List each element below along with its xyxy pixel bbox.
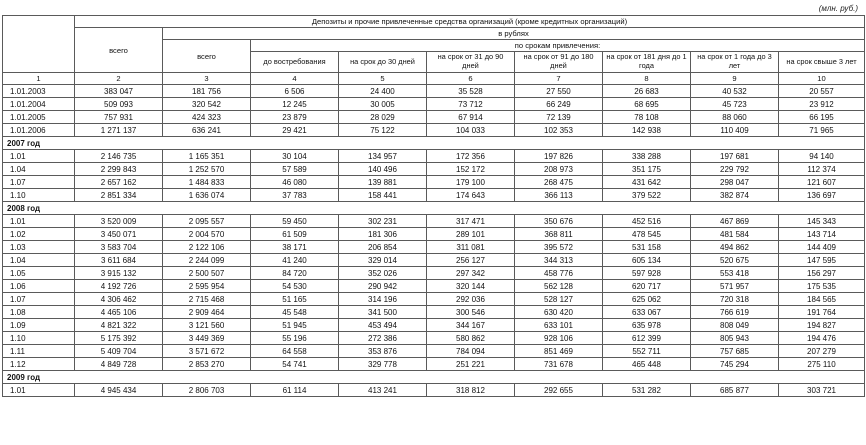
value-cell: 289 101: [427, 228, 515, 241]
column-number-8: 8: [603, 73, 691, 85]
value-cell: 314 196: [339, 293, 427, 306]
row-date: 1.05: [3, 267, 75, 280]
value-cell: 383 047: [75, 85, 163, 98]
value-cell: 206 854: [339, 241, 427, 254]
value-cell: 3 571 672: [163, 345, 251, 358]
value-cell: 395 572: [515, 241, 603, 254]
value-cell: 175 535: [779, 280, 865, 293]
value-cell: 350 676: [515, 215, 603, 228]
value-cell: 197 826: [515, 150, 603, 163]
value-cell: 144 409: [779, 241, 865, 254]
value-cell: 352 026: [339, 267, 427, 280]
value-cell: 452 516: [603, 215, 691, 228]
row-date: 1.12: [3, 358, 75, 371]
value-cell: 2 909 464: [163, 306, 251, 319]
value-cell: 156 297: [779, 267, 865, 280]
section-title: 2007 год: [3, 137, 865, 150]
row-date: 1.01.2005: [3, 111, 75, 124]
value-cell: 142 938: [603, 124, 691, 137]
value-cell: 110 409: [691, 124, 779, 137]
row-date: 1.01.2006: [3, 124, 75, 137]
value-cell: 54 530: [251, 280, 339, 293]
row-date: 1.04: [3, 254, 75, 267]
table-row: [3, 85, 865, 98]
section-row: [3, 202, 865, 215]
table-row: [3, 163, 865, 176]
table-header: [3, 16, 865, 85]
value-cell: 4 849 728: [75, 358, 163, 371]
value-cell: 580 862: [427, 332, 515, 345]
column-number-3: 3: [163, 73, 251, 85]
value-cell: 620 717: [603, 280, 691, 293]
row-date: 1.06: [3, 280, 75, 293]
header-row-currency: [3, 28, 865, 40]
value-cell: 152 172: [427, 163, 515, 176]
value-cell: 2 004 570: [163, 228, 251, 241]
column-number-9: 9: [691, 73, 779, 85]
value-cell: 633 067: [603, 306, 691, 319]
value-cell: 630 420: [515, 306, 603, 319]
row-date: 1.03: [3, 241, 75, 254]
table-row: [3, 267, 865, 280]
header-date-column: [3, 16, 75, 73]
value-cell: 303 721: [779, 384, 865, 397]
header-term-6: на срок от 1 года до 3 лет: [691, 52, 779, 73]
value-cell: 181 306: [339, 228, 427, 241]
value-cell: 59 450: [251, 215, 339, 228]
table-row: [3, 98, 865, 111]
value-cell: 55 196: [251, 332, 339, 345]
value-cell: 757 685: [691, 345, 779, 358]
value-cell: 318 812: [427, 384, 515, 397]
value-cell: 5 175 392: [75, 332, 163, 345]
value-cell: 2 122 106: [163, 241, 251, 254]
header-rubles-group: в рублях: [163, 28, 865, 40]
value-cell: 805 943: [691, 332, 779, 345]
value-cell: 145 343: [779, 215, 865, 228]
value-cell: 23 912: [779, 98, 865, 111]
value-cell: 766 619: [691, 306, 779, 319]
value-cell: 366 113: [515, 189, 603, 202]
value-cell: 197 681: [691, 150, 779, 163]
value-cell: 184 565: [779, 293, 865, 306]
value-cell: 531 158: [603, 241, 691, 254]
table-row: [3, 293, 865, 306]
table-row: [3, 319, 865, 332]
value-cell: 40 532: [691, 85, 779, 98]
value-cell: 256 127: [427, 254, 515, 267]
header-term-4: на срок от 91 до 180 дней: [515, 52, 603, 73]
value-cell: 268 475: [515, 176, 603, 189]
value-cell: 605 134: [603, 254, 691, 267]
value-cell: 57 589: [251, 163, 339, 176]
value-cell: 424 323: [163, 111, 251, 124]
column-number-5: 5: [339, 73, 427, 85]
header-rub-total: всего: [163, 40, 251, 73]
value-cell: 520 675: [691, 254, 779, 267]
row-date: 1.01: [3, 215, 75, 228]
table-row: [3, 280, 865, 293]
value-cell: 3 520 009: [75, 215, 163, 228]
value-cell: 30 005: [339, 98, 427, 111]
value-cell: 2 595 954: [163, 280, 251, 293]
value-cell: 745 294: [691, 358, 779, 371]
value-cell: 2 500 507: [163, 267, 251, 280]
value-cell: 3 611 684: [75, 254, 163, 267]
value-cell: 635 978: [603, 319, 691, 332]
value-cell: 341 500: [339, 306, 427, 319]
header-term-7: на срок свыше 3 лет: [779, 52, 865, 73]
value-cell: 208 973: [515, 163, 603, 176]
value-cell: 1 165 351: [163, 150, 251, 163]
value-cell: 84 720: [251, 267, 339, 280]
value-cell: 45 723: [691, 98, 779, 111]
value-cell: 272 386: [339, 332, 427, 345]
value-cell: 51 945: [251, 319, 339, 332]
value-cell: 297 342: [427, 267, 515, 280]
row-date: 1.02: [3, 228, 75, 241]
value-cell: 453 494: [339, 319, 427, 332]
deposits-table: [2, 15, 865, 397]
table-body: [3, 85, 865, 397]
value-cell: 320 144: [427, 280, 515, 293]
value-cell: 292 655: [515, 384, 603, 397]
value-cell: 292 036: [427, 293, 515, 306]
table-row: [3, 241, 865, 254]
header-terms-group: по срокам привлечения:: [251, 40, 865, 52]
value-cell: 140 496: [339, 163, 427, 176]
value-cell: 12 245: [251, 98, 339, 111]
value-cell: 229 792: [691, 163, 779, 176]
value-cell: 20 557: [779, 85, 865, 98]
header-term-3: на срок от 31 до 90 дней: [427, 52, 515, 73]
value-cell: 528 127: [515, 293, 603, 306]
value-cell: 625 062: [603, 293, 691, 306]
value-cell: 338 288: [603, 150, 691, 163]
table-row: [3, 306, 865, 319]
value-cell: 597 928: [603, 267, 691, 280]
value-cell: 300 546: [427, 306, 515, 319]
value-cell: 104 033: [427, 124, 515, 137]
value-cell: 298 047: [691, 176, 779, 189]
value-cell: 1 271 137: [75, 124, 163, 137]
header-term-5: на срок от 181 дня до 1 года: [603, 52, 691, 73]
value-cell: 251 221: [427, 358, 515, 371]
value-cell: 3 915 132: [75, 267, 163, 280]
value-cell: 1 484 833: [163, 176, 251, 189]
header-row-column-numbers: [3, 73, 865, 85]
value-cell: 808 049: [691, 319, 779, 332]
value-cell: 61 509: [251, 228, 339, 241]
value-cell: 45 548: [251, 306, 339, 319]
value-cell: 311 081: [427, 241, 515, 254]
value-cell: 112 374: [779, 163, 865, 176]
value-cell: 24 400: [339, 85, 427, 98]
value-cell: 2 715 468: [163, 293, 251, 306]
table-row: [3, 332, 865, 345]
value-cell: 147 595: [779, 254, 865, 267]
value-cell: 2 095 557: [163, 215, 251, 228]
value-cell: 35 528: [427, 85, 515, 98]
value-cell: 2 657 162: [75, 176, 163, 189]
value-cell: 73 712: [427, 98, 515, 111]
value-cell: 2 244 099: [163, 254, 251, 267]
header-main: Депозиты и прочие привлеченные средства организаций (кроме кредитных организаций): [75, 16, 865, 28]
row-date: 1.01: [3, 384, 75, 397]
header-term-1: до востребования: [251, 52, 339, 73]
value-cell: 636 241: [163, 124, 251, 137]
section-row: [3, 137, 865, 150]
value-cell: 509 093: [75, 98, 163, 111]
value-cell: 571 957: [691, 280, 779, 293]
table-row: [3, 111, 865, 124]
value-cell: 179 100: [427, 176, 515, 189]
column-number-10: 10: [779, 73, 865, 85]
value-cell: 26 683: [603, 85, 691, 98]
row-date: 1.07: [3, 293, 75, 306]
column-number-7: 7: [515, 73, 603, 85]
value-cell: 5 409 704: [75, 345, 163, 358]
table-row: [3, 124, 865, 137]
value-cell: 685 877: [691, 384, 779, 397]
value-cell: 174 643: [427, 189, 515, 202]
value-cell: 4 945 434: [75, 384, 163, 397]
value-cell: 2 851 334: [75, 189, 163, 202]
value-cell: 78 108: [603, 111, 691, 124]
table-row: [3, 228, 865, 241]
value-cell: 2 806 703: [163, 384, 251, 397]
value-cell: 3 583 704: [75, 241, 163, 254]
value-cell: 344 313: [515, 254, 603, 267]
table-row: [3, 150, 865, 163]
section-row: [3, 371, 865, 384]
value-cell: 37 783: [251, 189, 339, 202]
value-cell: 207 279: [779, 345, 865, 358]
value-cell: 458 776: [515, 267, 603, 280]
value-cell: 562 128: [515, 280, 603, 293]
value-cell: 465 448: [603, 358, 691, 371]
value-cell: 67 914: [427, 111, 515, 124]
value-cell: 27 550: [515, 85, 603, 98]
value-cell: 134 957: [339, 150, 427, 163]
table-row: [3, 358, 865, 371]
table-row: [3, 189, 865, 202]
value-cell: 317 471: [427, 215, 515, 228]
value-cell: 2 299 843: [75, 163, 163, 176]
value-cell: 382 874: [691, 189, 779, 202]
value-cell: 720 318: [691, 293, 779, 306]
row-date: 1.07: [3, 176, 75, 189]
value-cell: 431 642: [603, 176, 691, 189]
value-cell: 1 636 074: [163, 189, 251, 202]
table-row: [3, 254, 865, 267]
value-cell: 3 450 071: [75, 228, 163, 241]
value-cell: 351 175: [603, 163, 691, 176]
table-row: [3, 345, 865, 358]
table-row: [3, 384, 865, 397]
row-date: 1.11: [3, 345, 75, 358]
row-date: 1.09: [3, 319, 75, 332]
row-date: 1.01: [3, 150, 75, 163]
value-cell: 784 094: [427, 345, 515, 358]
value-cell: 88 060: [691, 111, 779, 124]
value-cell: 731 678: [515, 358, 603, 371]
section-title: 2008 год: [3, 202, 865, 215]
value-cell: 553 418: [691, 267, 779, 280]
unit-note: (млн. руб.): [818, 4, 858, 13]
value-cell: 143 714: [779, 228, 865, 241]
value-cell: 194 476: [779, 332, 865, 345]
column-number-1: 1: [3, 73, 75, 85]
value-cell: 329 778: [339, 358, 427, 371]
value-cell: 344 167: [427, 319, 515, 332]
column-number-6: 6: [427, 73, 515, 85]
row-date: 1.04: [3, 163, 75, 176]
value-cell: 54 741: [251, 358, 339, 371]
value-cell: 71 965: [779, 124, 865, 137]
value-cell: 181 756: [163, 85, 251, 98]
value-cell: 46 080: [251, 176, 339, 189]
table-row: [3, 176, 865, 189]
header-term-2: на срок до 30 дней: [339, 52, 427, 73]
value-cell: 3 121 560: [163, 319, 251, 332]
value-cell: 191 764: [779, 306, 865, 319]
value-cell: 139 881: [339, 176, 427, 189]
value-cell: 41 240: [251, 254, 339, 267]
row-date: 1.01.2004: [3, 98, 75, 111]
row-date: 1.08: [3, 306, 75, 319]
row-date: 1.10: [3, 189, 75, 202]
column-number-4: 4: [251, 73, 339, 85]
value-cell: 136 697: [779, 189, 865, 202]
value-cell: 2 853 270: [163, 358, 251, 371]
value-cell: 353 876: [339, 345, 427, 358]
value-cell: 172 356: [427, 150, 515, 163]
value-cell: 320 542: [163, 98, 251, 111]
value-cell: 757 931: [75, 111, 163, 124]
table-row: [3, 215, 865, 228]
value-cell: 102 353: [515, 124, 603, 137]
value-cell: 1 252 570: [163, 163, 251, 176]
value-cell: 51 165: [251, 293, 339, 306]
value-cell: 4 821 322: [75, 319, 163, 332]
value-cell: 66 195: [779, 111, 865, 124]
value-cell: 4 306 462: [75, 293, 163, 306]
value-cell: 28 029: [339, 111, 427, 124]
row-date: 1.10: [3, 332, 75, 345]
value-cell: 75 122: [339, 124, 427, 137]
value-cell: 379 522: [603, 189, 691, 202]
value-cell: 467 869: [691, 215, 779, 228]
value-cell: 531 282: [603, 384, 691, 397]
value-cell: 413 241: [339, 384, 427, 397]
value-cell: 552 711: [603, 345, 691, 358]
value-cell: 6 506: [251, 85, 339, 98]
header-row-main: [3, 16, 865, 28]
value-cell: 302 231: [339, 215, 427, 228]
value-cell: 23 879: [251, 111, 339, 124]
value-cell: 2 146 735: [75, 150, 163, 163]
value-cell: 612 399: [603, 332, 691, 345]
value-cell: 275 110: [779, 358, 865, 371]
value-cell: 94 140: [779, 150, 865, 163]
value-cell: 29 421: [251, 124, 339, 137]
value-cell: 66 249: [515, 98, 603, 111]
value-cell: 30 104: [251, 150, 339, 163]
value-cell: 851 469: [515, 345, 603, 358]
value-cell: 61 114: [251, 384, 339, 397]
value-cell: 494 862: [691, 241, 779, 254]
value-cell: 121 607: [779, 176, 865, 189]
value-cell: 38 171: [251, 241, 339, 254]
value-cell: 4 465 106: [75, 306, 163, 319]
value-cell: 194 827: [779, 319, 865, 332]
value-cell: 72 139: [515, 111, 603, 124]
value-cell: 158 441: [339, 189, 427, 202]
value-cell: 478 545: [603, 228, 691, 241]
value-cell: 928 106: [515, 332, 603, 345]
value-cell: 368 811: [515, 228, 603, 241]
column-number-2: 2: [75, 73, 163, 85]
value-cell: 481 584: [691, 228, 779, 241]
value-cell: 3 449 369: [163, 332, 251, 345]
section-title: 2009 год: [3, 371, 865, 384]
value-cell: 4 192 726: [75, 280, 163, 293]
value-cell: 290 942: [339, 280, 427, 293]
value-cell: 64 558: [251, 345, 339, 358]
header-total: всего: [75, 28, 163, 73]
value-cell: 329 014: [339, 254, 427, 267]
value-cell: 68 695: [603, 98, 691, 111]
row-date: 1.01.2003: [3, 85, 75, 98]
value-cell: 633 101: [515, 319, 603, 332]
